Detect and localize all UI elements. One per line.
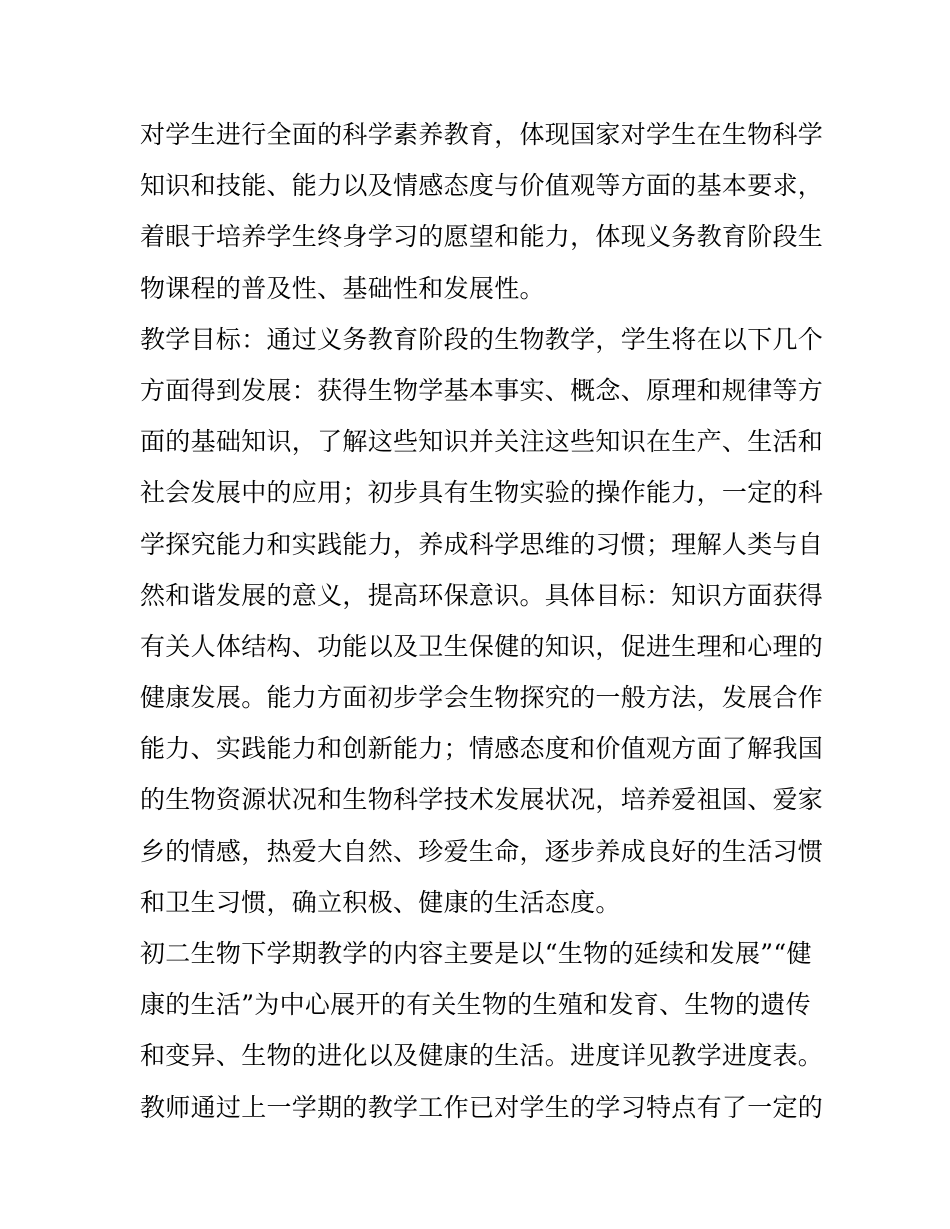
text-line: 对学生进行全面的科学素养教育，体现国家对学生在生物科学 [140,120,824,149]
text-line: 和变异、生物的进化以及健康的生活。进度详见教学进度表。 [140,1041,824,1071]
text-line: 教学目标：通过义务教育阶段的生物教学，学生将在以下几个 [140,324,824,354]
text-line: 教师通过上一学期的教学工作已对学生的学习特点有了一定的 [140,1092,824,1122]
text-line: 和卫生习惯，确立积极、健康的生活态度。 [140,887,621,917]
text-line: 学探究能力和实践能力，养成科学思维的习惯；理解人类与自 [140,529,824,559]
text-line: 的生物资源状况和生物科学技术发展状况，培养爱祖国、爱家 [140,785,824,815]
text-line: 物课程的普及性、基础性和发展性。 [140,273,545,303]
text-line: 然和谐发展的意义，提高环保意识。具体目标：知识方面获得 [140,580,824,610]
text-line: 乡的情感，热爱大自然、珍爱生命，逐步养成良好的生活习惯 [140,836,824,866]
text-line: 能力、实践能力和创新能力；情感态度和价值观方面了解我国 [140,734,824,764]
text-line: 健康发展。能力方面初步学会生物探究的一般方法，发展合作 [140,683,824,713]
text-line: 康的生活”为中心展开的有关生物的生殖和发育、生物的遗传 [140,990,811,1020]
text-line: 方面得到发展：获得生物学基本事实、概念、原理和规律等方 [140,375,824,405]
text-line: 初二生物下学期教学的内容主要是以“生物的延续和发展”“健 [140,939,812,968]
text-line: 面的基础知识，了解这些知识并关注这些知识在生产、生活和 [140,427,824,457]
body-text [140,109,824,1133]
text-line: 知识和技能、能力以及情感态度与价值观等方面的基本要求， [140,171,824,201]
text-line: 有关人体结构、功能以及卫生保健的知识，促进生理和心理的 [140,631,824,661]
text-line: 社会发展中的应用；初步具有生物实验的操作能力，一定的科 [140,478,824,508]
text-line: 着眼于培养学生终身学习的愿望和能力，体现义务教育阶段生 [140,222,824,252]
